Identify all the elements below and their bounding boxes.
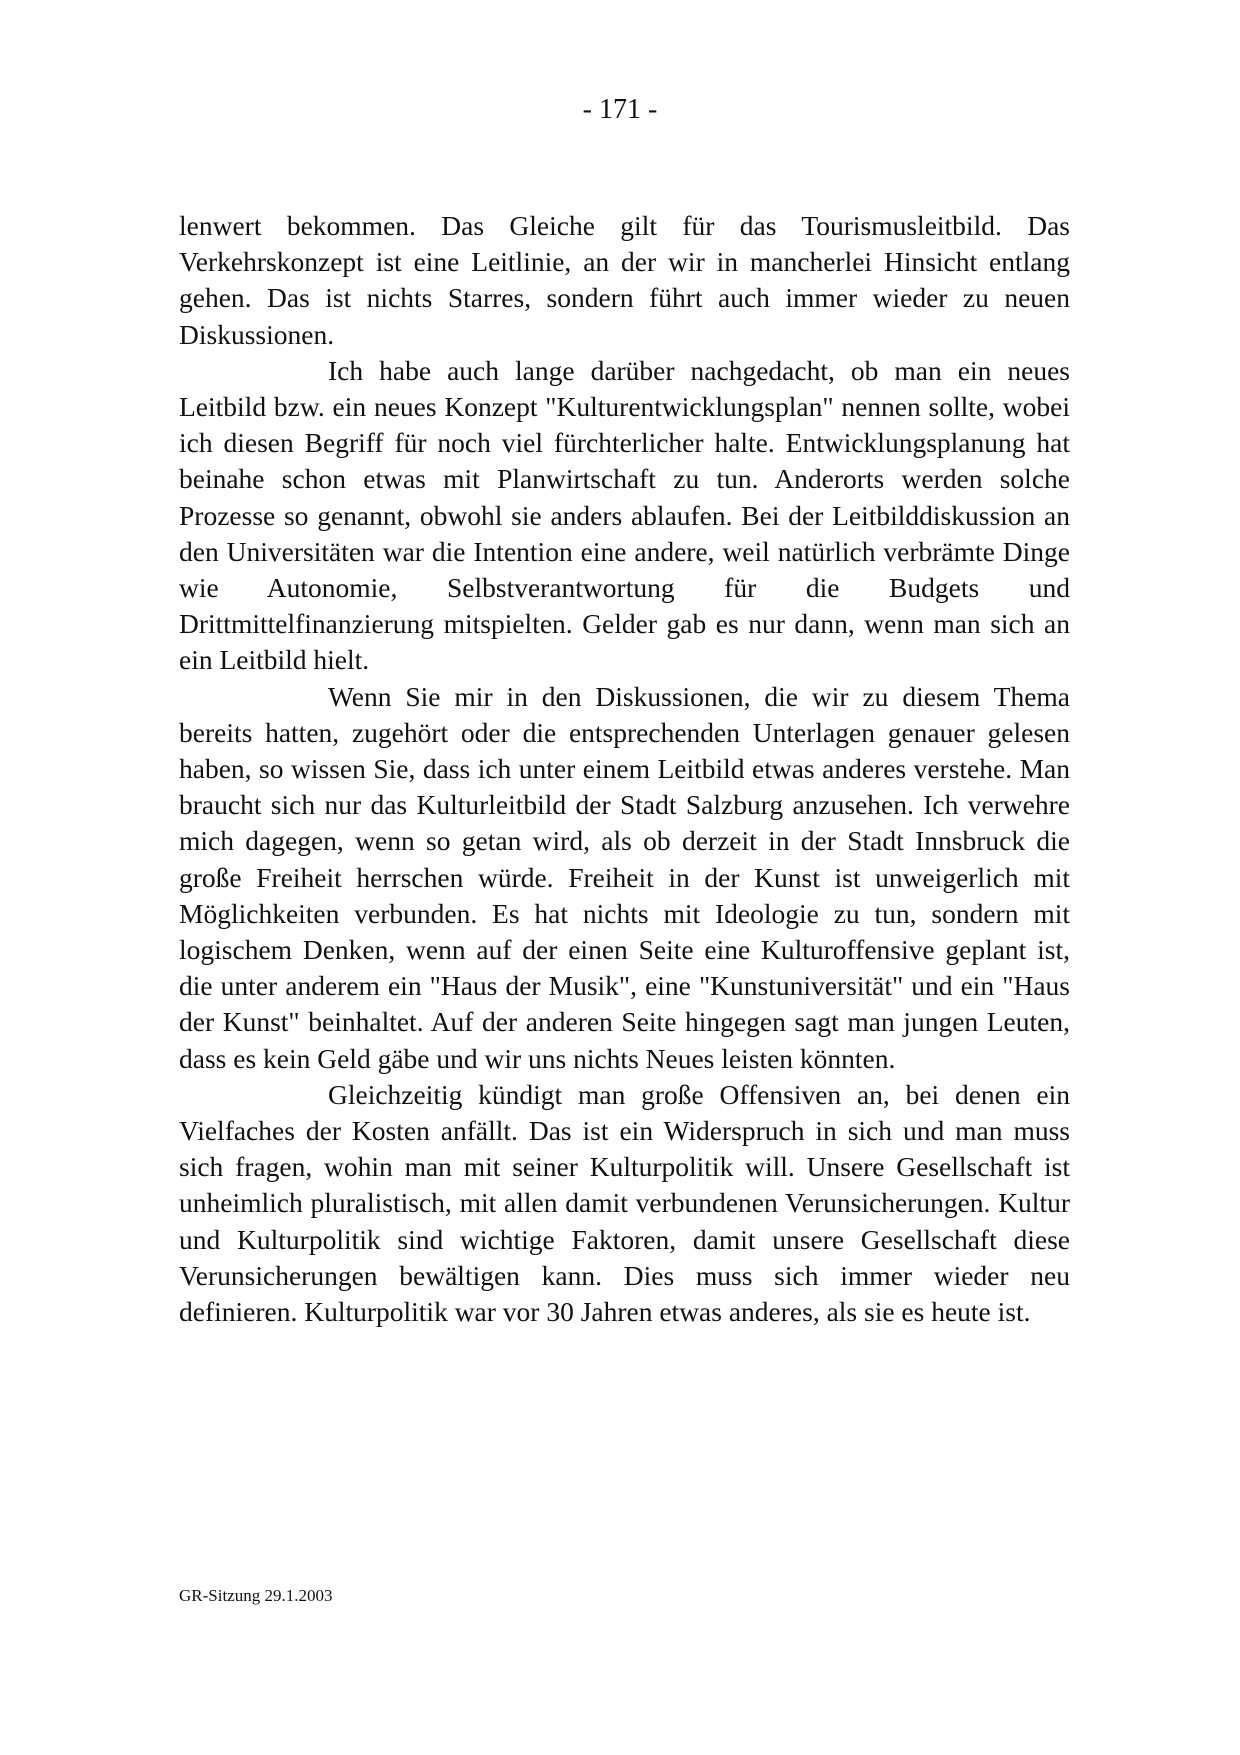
footer-session-date: GR-Sitzung 29.1.2003 [179, 1586, 333, 1605]
page-number: - 171 - [582, 94, 658, 125]
paragraph: Gleichzeitig kündigt man große Offensiven an, bei denen ein Vielfaches der Kosten anfällt. Das ist ein Widerspruch in sich und man muss sich fragen, wohin man mit seiner Kulturpolitik will. Unsere Gesellschaft ist unheimlich pluralistisch, mit allen damit verbundenen Verunsicherungen. Kultur und Kulturpolitik sind wichtige Faktoren, damit unsere Gesellschaft diese Verunsicherungen bewältigen kann. Dies muss sich immer wieder neu definieren. Kulturpolitik war vor 30 Jahren etwas anderes, als sie es heute ist. [179, 1078, 1070, 1328]
paragraph: Wenn Sie mir in den Diskussionen, die wir zu diesem Thema bereits hatten, zugehört oder die entsprechenden Unterlagen genauer gelesen haben, so wissen Sie, dass ich unter einem Leitbild etwas anderes verstehe. Man braucht sich nur das Kulturleitbild der Stadt Salzburg anzusehen. Ich verwehre mich dagegen, wenn so getan wird, als ob derzeit in der Stadt Innsbruck die große Freiheit herrschen würde. Freiheit in der Kunst ist unweigerlich mit Möglichkeiten verbunden. Es hat nichts mit Ideologie zu tun, sondern mit logischem Denken, wenn auf der einen Seite eine Kulturoffensive geplant ist, die unter anderem ein "Haus der Musik", eine "Kunstuniversität" und ein "Haus der Kunst" beinhaltet. Auf der anderen Seite hingegen sagt man jungen Leuten, dass es kein Geld gäbe und wir uns nichts Neues leisten könnten. [179, 680, 1070, 1074]
paragraph: lenwert bekommen. Das Gleiche gilt für das Tourismusleitbild. Das Verkehrskonzept ist eine Leitlinie, an der wir in mancherlei Hinsicht entlang gehen. Das ist nichts Starres, sondern führt auch immer wieder zu neuen Diskussionen. [179, 210, 1070, 350]
paragraph: Ich habe auch lange darüber nachgedacht, ob man ein neues Leitbild bzw. ein neues Konzept "Kulturentwicklungsplan" nennen sollte, wobei ich diesen Begriff für noch viel fürchterlicher halte. Entwicklungsplanung hat beinahe schon etwas mit Planwirtschaft zu tun. Anderorts werden solche Prozesse so genannt, obwohl sie anders ablaufen. Bei der Leitbilddiskussion an den Universitäten war die Intention eine andere, weil natürlich verbrämte Dinge wie Autonomie, Selbstverantwortung für die Budgets und Drittmittelfinanzierung mitspielten. Gelder gab es nur dann, wenn man sich an ein Leitbild hielt. [179, 354, 1070, 676]
body-text [179, 208, 1070, 1330]
